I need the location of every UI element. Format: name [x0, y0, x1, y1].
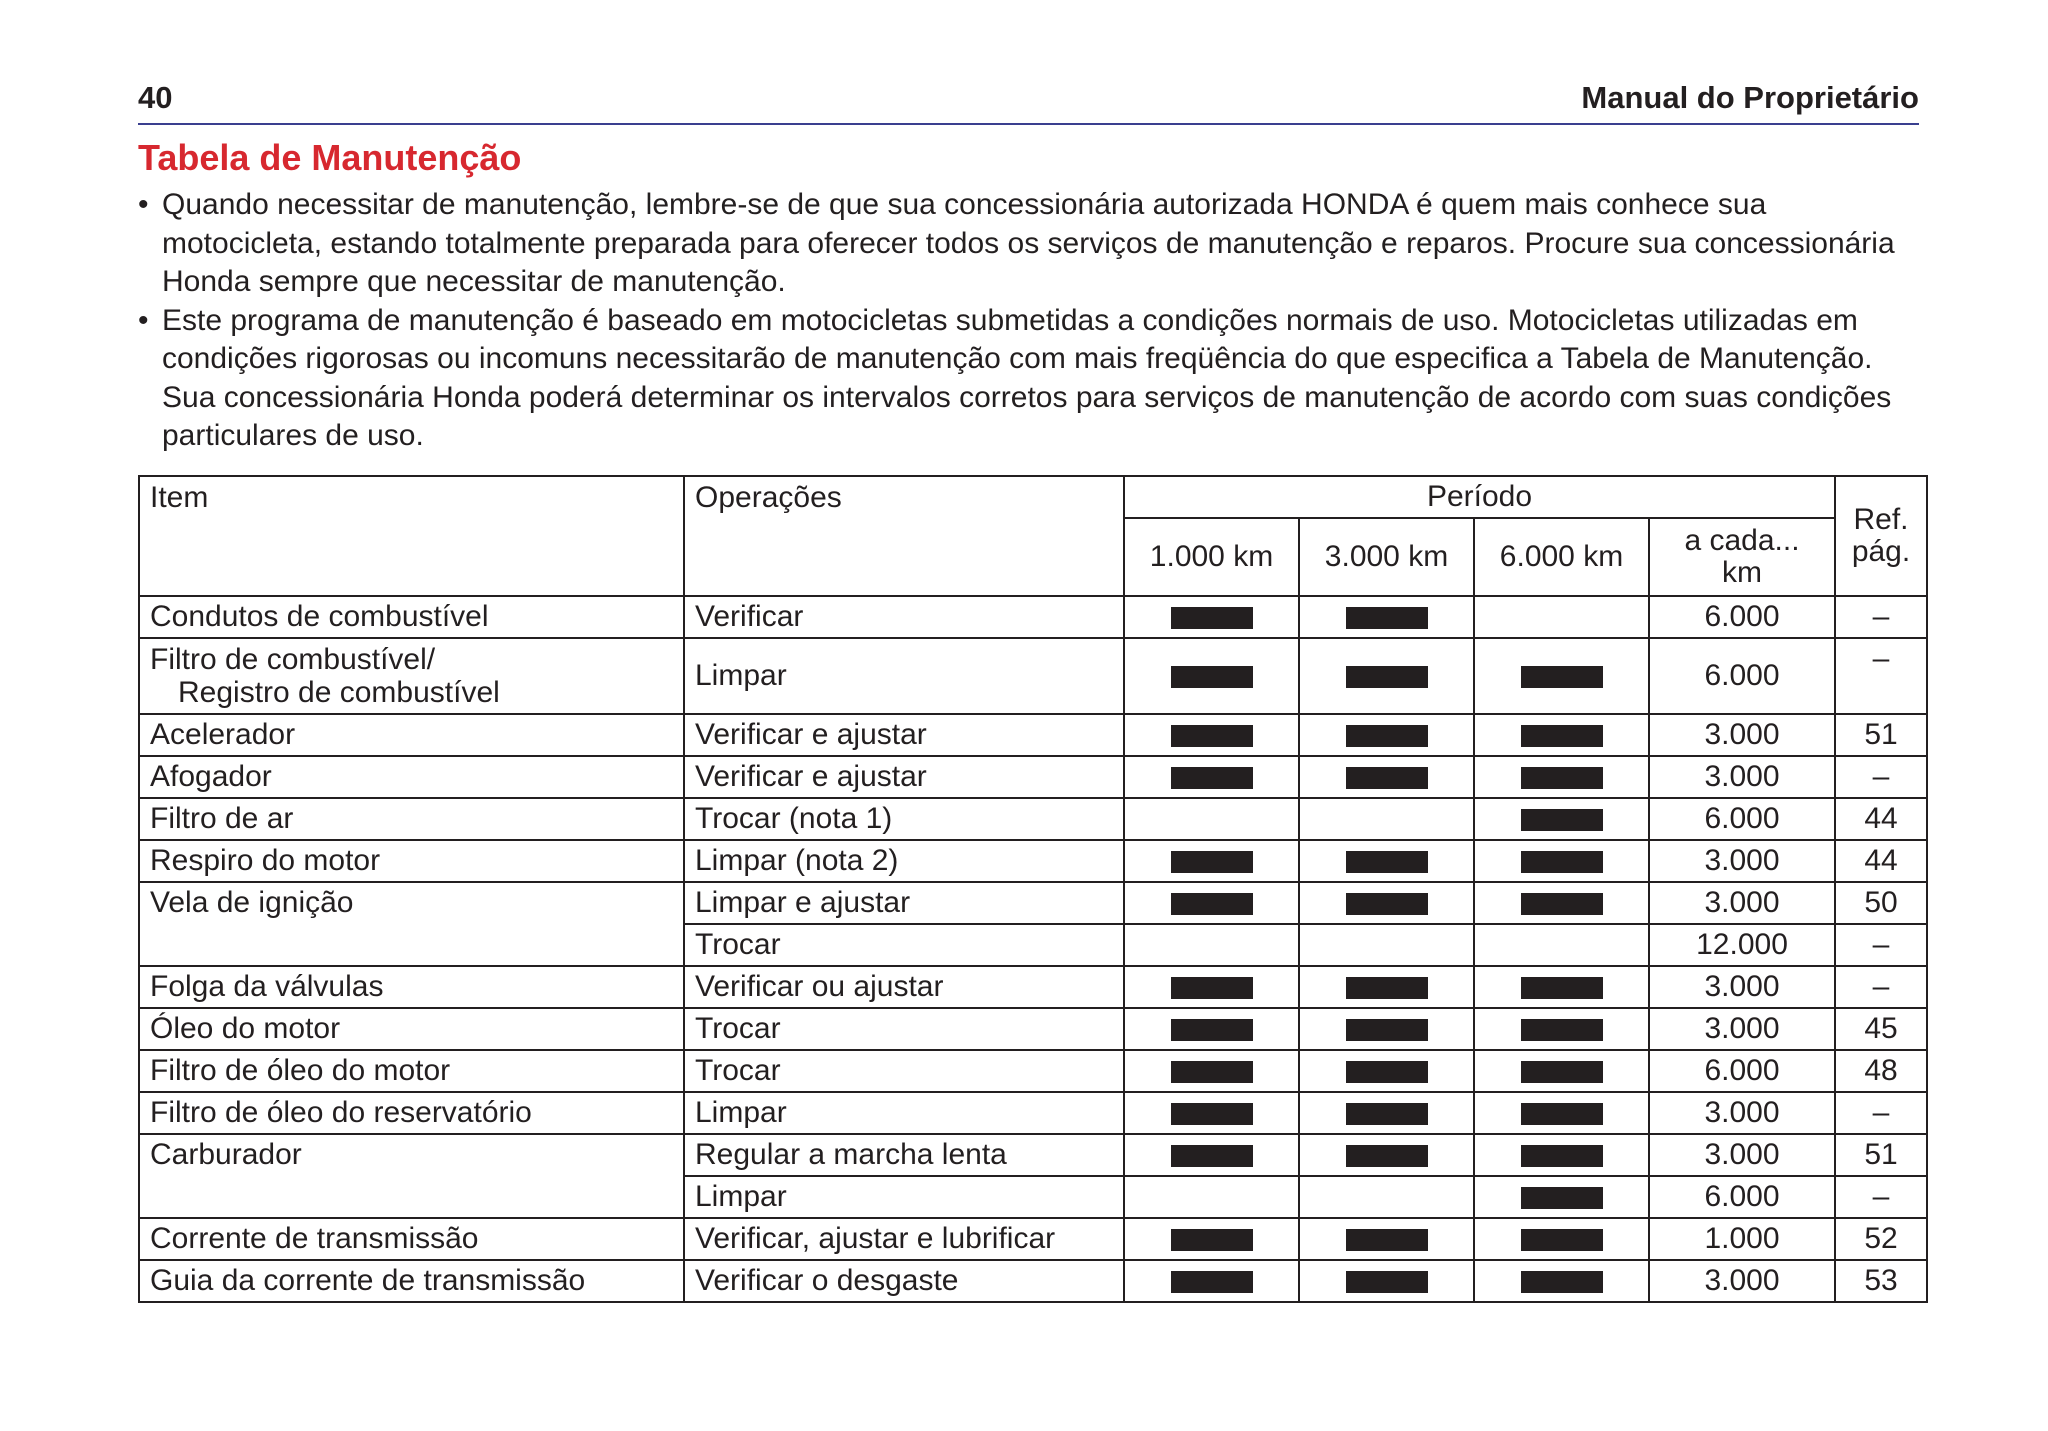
interval-mark	[1521, 893, 1603, 915]
intro-paragraph: • Quando necessitar de manutenção, lembre-se de que sua concessionária autorizada HONDA é quem mais conhece sua motocicleta, estando totalmente preparada para oferecer todos os serviços de manutenção e reparos. Procure sua concessionária Honda sempre que necessitar de manutenção.	[138, 186, 1928, 302]
header-ref-line1: Ref.	[1853, 503, 1909, 536]
cell-ref-page: –	[1835, 1092, 1927, 1134]
cell-km-3000	[1299, 1050, 1474, 1092]
cell-every-km: 3.000	[1649, 1008, 1835, 1050]
cell-ref-page: 51	[1835, 714, 1927, 756]
cell-km-6000	[1474, 596, 1649, 638]
table-row	[139, 1260, 1927, 1302]
header-every-km	[1649, 518, 1835, 596]
cell-every-km: 3.000	[1649, 966, 1835, 1008]
cell-item: Óleo do motor	[139, 1008, 684, 1050]
interval-mark	[1171, 1229, 1253, 1251]
cell-km-6000	[1474, 882, 1649, 924]
interval-mark	[1521, 1145, 1603, 1167]
maintenance-table	[138, 475, 1928, 1303]
cell-item: Afogador	[139, 756, 684, 798]
cell-item-line1: Filtro de combustível/	[150, 643, 436, 676]
cell-km-6000	[1474, 1218, 1649, 1260]
cell-km-1000	[1124, 1218, 1299, 1260]
cell-ref-page: 50	[1835, 882, 1927, 924]
cell-item: Vela de ignição	[139, 882, 684, 966]
cell-km-3000	[1299, 966, 1474, 1008]
cell-operation: Verificar o desgaste	[684, 1260, 1124, 1302]
header-item: Item	[139, 476, 684, 596]
cell-ref-page: –	[1835, 756, 1927, 798]
interval-mark	[1521, 725, 1603, 747]
cell-operation: Limpar	[684, 638, 1124, 714]
interval-mark	[1171, 893, 1253, 915]
cell-km-3000	[1299, 1176, 1474, 1218]
interval-mark	[1346, 851, 1428, 873]
cell-km-6000	[1474, 1092, 1649, 1134]
cell-km-1000	[1124, 1092, 1299, 1134]
interval-mark	[1521, 1061, 1603, 1083]
cell-operation: Limpar	[684, 1176, 1124, 1218]
cell-item-line2: Registro de combustível	[178, 676, 500, 709]
table-row	[139, 840, 1927, 882]
intro-list	[138, 186, 1928, 456]
interval-mark	[1346, 1103, 1428, 1125]
cell-operation: Trocar (nota 1)	[684, 798, 1124, 840]
cell-km-1000	[1124, 714, 1299, 756]
cell-km-3000	[1299, 924, 1474, 966]
table-row	[139, 756, 1927, 798]
manual-title: Manual do Proprietário	[1581, 80, 1919, 115]
interval-mark	[1171, 767, 1253, 789]
interval-mark	[1171, 1061, 1253, 1083]
cell-km-1000	[1124, 882, 1299, 924]
cell-ref-page: 53	[1835, 1260, 1927, 1302]
cell-every-km: 1.000	[1649, 1218, 1835, 1260]
cell-km-1000	[1124, 1260, 1299, 1302]
table-row	[139, 596, 1927, 638]
header-every-line1: a cada...	[1684, 524, 1800, 557]
table-row	[139, 798, 1927, 840]
interval-mark	[1346, 893, 1428, 915]
cell-operation: Verificar, ajustar e lubrificar	[684, 1218, 1124, 1260]
cell-km-6000	[1474, 1134, 1649, 1176]
table-row	[139, 966, 1927, 1008]
interval-mark	[1171, 1271, 1253, 1293]
cell-km-3000	[1299, 596, 1474, 638]
cell-km-1000	[1124, 756, 1299, 798]
cell-every-km: 6.000	[1649, 596, 1835, 638]
cell-every-km: 6.000	[1649, 798, 1835, 840]
cell-every-km: 3.000	[1649, 882, 1835, 924]
cell-km-1000	[1124, 1176, 1299, 1218]
cell-km-3000	[1299, 1260, 1474, 1302]
cell-item: Condutos de combustível	[139, 596, 684, 638]
table-row	[139, 1218, 1927, 1260]
interval-mark	[1521, 1103, 1603, 1125]
cell-km-1000	[1124, 924, 1299, 966]
cell-km-3000	[1299, 840, 1474, 882]
cell-km-1000	[1124, 638, 1299, 714]
interval-mark	[1521, 1187, 1603, 1209]
cell-km-6000	[1474, 714, 1649, 756]
interval-mark	[1171, 607, 1253, 629]
cell-ref-page: –	[1835, 638, 1927, 714]
interval-mark	[1346, 1061, 1428, 1083]
cell-every-km: 3.000	[1649, 714, 1835, 756]
cell-every-km: 6.000	[1649, 1176, 1835, 1218]
cell-item: Acelerador	[139, 714, 684, 756]
interval-mark	[1346, 1271, 1428, 1293]
interval-mark	[1521, 767, 1603, 789]
table-row	[139, 714, 1927, 756]
cell-operation: Trocar	[684, 1050, 1124, 1092]
cell-ref-page: –	[1835, 596, 1927, 638]
header-km-6000: 6.000 km	[1474, 518, 1649, 596]
cell-km-6000	[1474, 1008, 1649, 1050]
interval-mark	[1521, 1271, 1603, 1293]
header-ref-page	[1835, 476, 1927, 596]
cell-operation: Verificar e ajustar	[684, 714, 1124, 756]
interval-mark	[1346, 1019, 1428, 1041]
cell-item: Filtro de óleo do reservatório	[139, 1092, 684, 1134]
cell-operation: Verificar ou ajustar	[684, 966, 1124, 1008]
table-row	[139, 1008, 1927, 1050]
cell-km-1000	[1124, 798, 1299, 840]
interval-mark	[1521, 1229, 1603, 1251]
cell-km-1000	[1124, 840, 1299, 882]
cell-km-3000	[1299, 756, 1474, 798]
interval-mark	[1346, 767, 1428, 789]
cell-km-6000	[1474, 798, 1649, 840]
cell-ref-page: –	[1835, 966, 1927, 1008]
interval-mark	[1171, 1019, 1253, 1041]
cell-km-3000	[1299, 638, 1474, 714]
cell-operation: Trocar	[684, 1008, 1124, 1050]
cell-km-1000	[1124, 596, 1299, 638]
cell-item: Guia da corrente de transmissão	[139, 1260, 684, 1302]
cell-operation: Verificar e ajustar	[684, 756, 1124, 798]
header-every-line2: km	[1722, 556, 1762, 589]
cell-ref-page: –	[1835, 924, 1927, 966]
cell-km-1000	[1124, 966, 1299, 1008]
cell-km-6000	[1474, 840, 1649, 882]
interval-mark	[1171, 666, 1253, 688]
cell-every-km: 6.000	[1649, 1050, 1835, 1092]
cell-km-6000	[1474, 1176, 1649, 1218]
cell-ref-page: –	[1835, 1176, 1927, 1218]
cell-every-km: 6.000	[1649, 638, 1835, 714]
cell-ref-page: 48	[1835, 1050, 1927, 1092]
cell-item: Filtro de óleo do motor	[139, 1050, 684, 1092]
cell-operation: Verificar	[684, 596, 1124, 638]
interval-mark	[1171, 1145, 1253, 1167]
interval-mark	[1346, 1229, 1428, 1251]
cell-km-1000	[1124, 1008, 1299, 1050]
interval-mark	[1521, 977, 1603, 999]
header-km-3000: 3.000 km	[1299, 518, 1474, 596]
cell-every-km: 3.000	[1649, 1260, 1835, 1302]
interval-mark	[1346, 977, 1428, 999]
interval-mark	[1171, 977, 1253, 999]
table-row	[139, 882, 1927, 924]
cell-item: Folga da válvulas	[139, 966, 684, 1008]
cell-km-3000	[1299, 1218, 1474, 1260]
cell-operation: Trocar	[684, 924, 1124, 966]
cell-km-6000	[1474, 756, 1649, 798]
interval-mark	[1346, 666, 1428, 688]
cell-every-km: 3.000	[1649, 840, 1835, 882]
cell-ref-page: 44	[1835, 840, 1927, 882]
cell-ref-page: 52	[1835, 1218, 1927, 1260]
cell-ref-page: 45	[1835, 1008, 1927, 1050]
cell-km-1000	[1124, 1134, 1299, 1176]
interval-mark	[1346, 607, 1428, 629]
interval-mark	[1346, 1145, 1428, 1167]
cell-item: Filtro de ar	[139, 798, 684, 840]
cell-km-6000	[1474, 638, 1649, 714]
table-row	[139, 1050, 1927, 1092]
page-number: 40	[138, 80, 173, 115]
cell-operation: Limpar e ajustar	[684, 882, 1124, 924]
table-row	[139, 638, 1927, 714]
cell-km-6000	[1474, 1260, 1649, 1302]
cell-km-3000	[1299, 714, 1474, 756]
header-period: Período	[1124, 476, 1835, 518]
interval-mark	[1521, 851, 1603, 873]
cell-item: Corrente de transmissão	[139, 1218, 684, 1260]
page-header	[138, 78, 1919, 125]
cell-km-3000	[1299, 1092, 1474, 1134]
cell-km-3000	[1299, 1134, 1474, 1176]
cell-km-3000	[1299, 798, 1474, 840]
table-row	[139, 1134, 1927, 1176]
cell-every-km: 3.000	[1649, 1092, 1835, 1134]
interval-mark	[1521, 1019, 1603, 1041]
interval-mark	[1521, 666, 1603, 688]
cell-km-3000	[1299, 882, 1474, 924]
interval-mark	[1171, 1103, 1253, 1125]
cell-every-km: 12.000	[1649, 924, 1835, 966]
table-row	[139, 1092, 1927, 1134]
cell-ref-page: 44	[1835, 798, 1927, 840]
interval-mark	[1346, 725, 1428, 747]
header-km-1000: 1.000 km	[1124, 518, 1299, 596]
cell-km-6000	[1474, 966, 1649, 1008]
header-operations: Operações	[684, 476, 1124, 596]
cell-item	[139, 638, 684, 714]
interval-mark	[1171, 851, 1253, 873]
cell-operation: Limpar	[684, 1092, 1124, 1134]
header-ref-line2: pág.	[1851, 535, 1911, 568]
interval-mark	[1171, 725, 1253, 747]
section-title: Tabela de Manutenção	[138, 137, 522, 178]
cell-km-6000	[1474, 924, 1649, 966]
cell-km-1000	[1124, 1050, 1299, 1092]
cell-km-6000	[1474, 1050, 1649, 1092]
cell-operation: Limpar (nota 2)	[684, 840, 1124, 882]
cell-item: Respiro do motor	[139, 840, 684, 882]
cell-km-3000	[1299, 1008, 1474, 1050]
cell-every-km: 3.000	[1649, 1134, 1835, 1176]
cell-ref-page: 51	[1835, 1134, 1927, 1176]
cell-every-km: 3.000	[1649, 756, 1835, 798]
intro-paragraph: • Este programa de manutenção é baseado em motocicletas submetidas a condições normais de uso. Motocicletas utilizadas em condições rigorosas ou incomuns necessitarão de manutenção com mais freqüência do que especifica a Tabela de Manutenção. Sua concessionária Honda poderá determinar os intervalos corretos para serviços de manutenção de acordo com suas condições particulares de uso.	[138, 302, 1928, 456]
interval-mark	[1521, 809, 1603, 831]
cell-item: Carburador	[139, 1134, 684, 1218]
cell-operation: Regular a marcha lenta	[684, 1134, 1124, 1176]
